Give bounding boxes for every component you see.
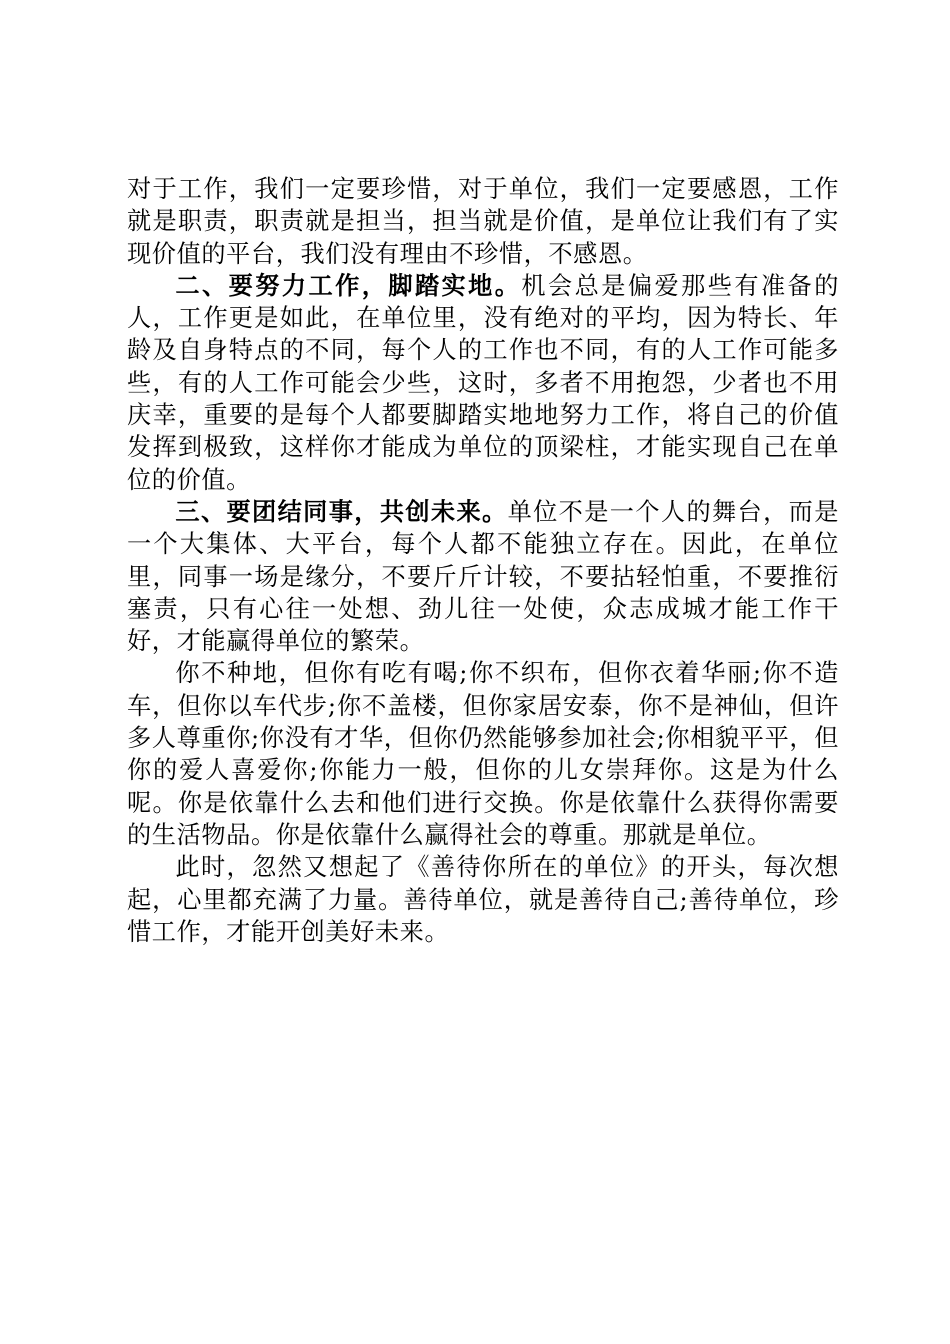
paragraph-closing [127, 851, 839, 948]
paragraph-text: 单位不是一个人的舞台，而是一个大集体、大平台，每个人都不能独立存在。因此，在单位里，同事一场是缘分，不要斤斤计较，不要拈轻怕重，不要推衍塞责，只有心往一处想、劲儿往一处使，众志成城才能工作干好，才能赢得单位的繁荣。 [127, 497, 839, 656]
document-body [127, 173, 839, 948]
section-heading-two: 二、要努力工作，脚踏实地。 [175, 271, 522, 300]
paragraph-reflection [127, 657, 839, 851]
paragraph-section-two [127, 270, 839, 496]
section-heading-three: 三、要团结同事，共创未来。 [175, 497, 508, 526]
paragraph-continuation [127, 173, 839, 270]
paragraph-text: 机会总是偏爱那些有准备的人，工作更是如此，在单位里，没有绝对的平均，因为特长、年龄及自身特点的不同，每个人的工作也不同，有的人工作可能多些，有的人工作可能会少些，这时，多者不用抱怨，少者也不用庆幸，重要的是每个人都要脚踏实地地努力工作，将自己的价值发挥到极致，这样你才能成为单位的顶梁柱，才能实现自己在单位的价值。 [127, 271, 839, 494]
paragraph-text: 你不种地，但你有吃有喝;你不织布，但你衣着华丽;你不造车，但你以车代步;你不盖楼，但你家居安泰，你不是神仙，但许多人尊重你;你没有才华，但你仍然能够参加社会;你相貌平平，但你的爱人喜爱你;你能力一般，但你的儿女崇拜你。这是为什么呢。你是依靠什么去和他们进行交换。你是依靠什么获得你需要的生活物品。你是依靠什么赢得社会的尊重。那就是单位。 [127, 659, 839, 849]
paragraph-text: 此时，忽然又想起了《善待你所在的单位》的开头，每次想起，心里都充满了力量。善待单位，就是善待自己;善待单位，珍惜工作，才能开创美好未来。 [127, 853, 839, 946]
paragraph-text: 对于工作，我们一定要珍惜，对于单位，我们一定要感恩，工作就是职责，职责就是担当，担当就是价值，是单位让我们有了实现价值的平台，我们没有理由不珍惜，不感恩。 [127, 175, 839, 268]
paragraph-section-three [127, 496, 839, 657]
